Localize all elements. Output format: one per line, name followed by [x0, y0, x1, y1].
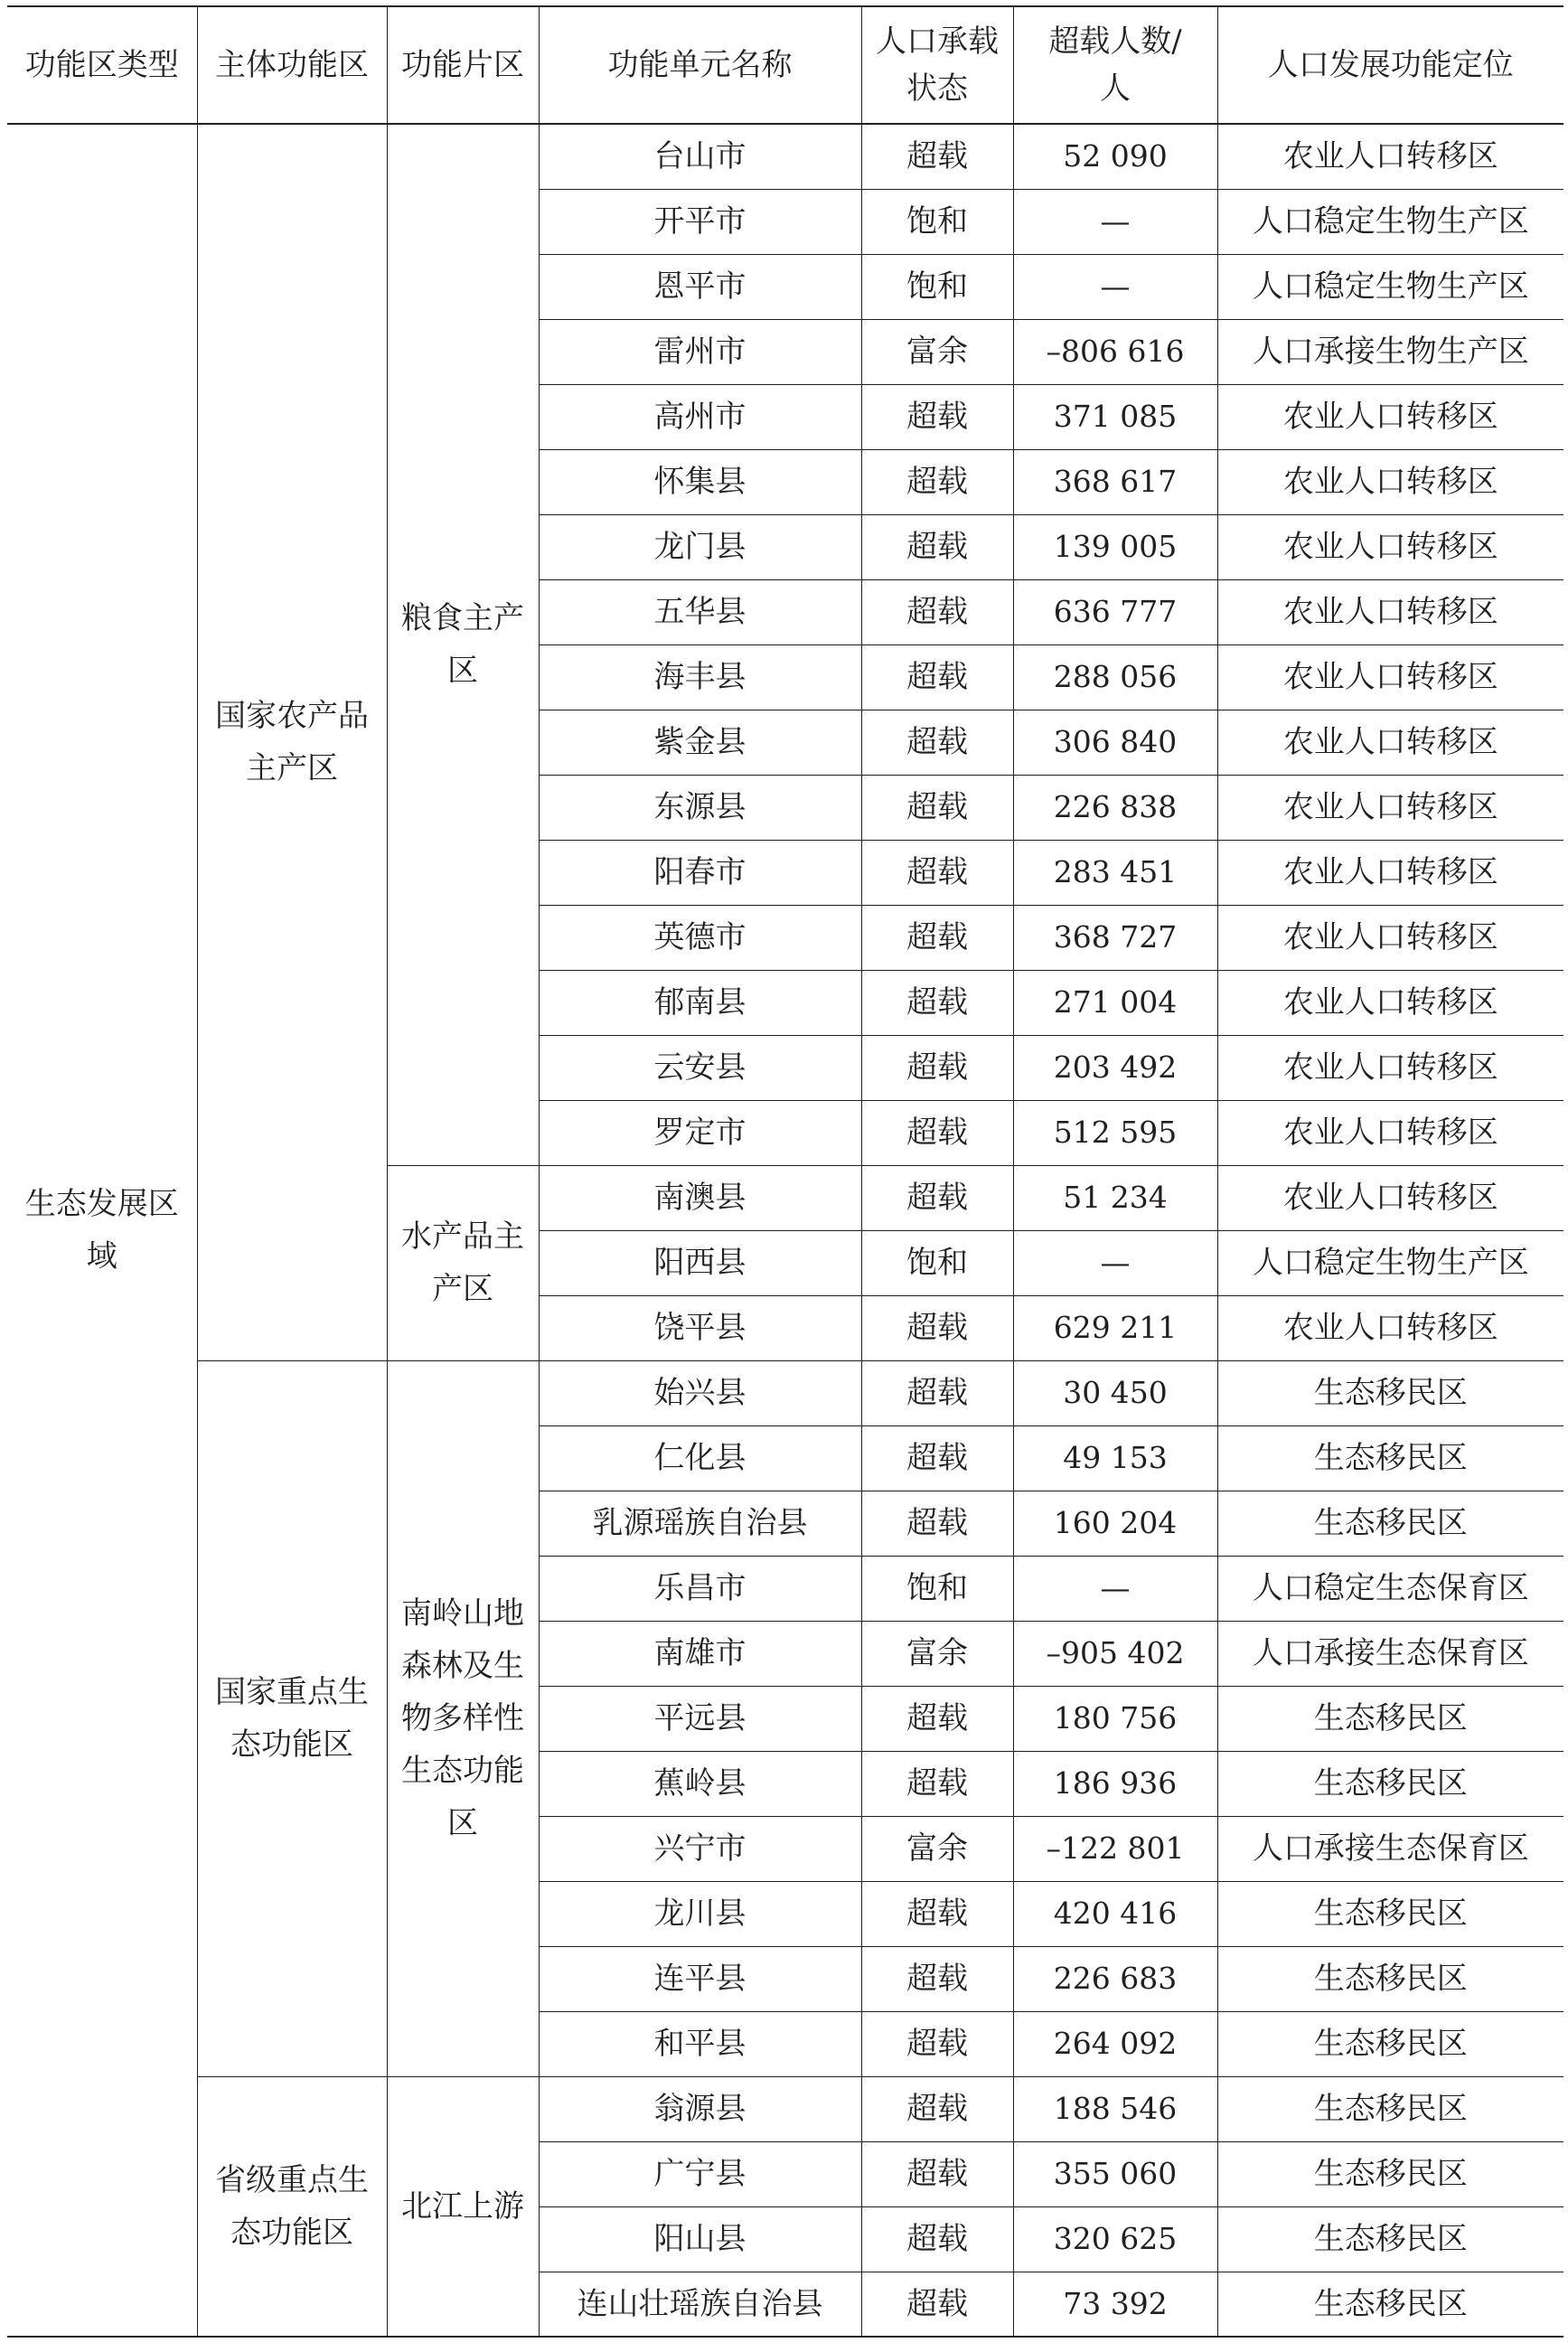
header-carrying-status-line2: 状态	[906, 71, 968, 107]
unit-name-cell: 高州市	[539, 384, 861, 449]
overload-count-cell: 283 451	[1013, 840, 1217, 905]
overload-count-cell: 73 392	[1013, 2272, 1217, 2337]
main-zone-eco-province-cell: 省级重点生态功能区	[197, 2076, 387, 2337]
development-role-cell: 人口稳定生物生产区	[1217, 1230, 1563, 1295]
development-role-cell: 生态移民区	[1217, 1686, 1563, 1751]
carrying-status-cell: 超载	[861, 514, 1013, 579]
unit-name-cell: 南澳县	[539, 1165, 861, 1230]
header-row	[7, 6, 1563, 124]
development-role-cell: 农业人口转移区	[1217, 970, 1563, 1035]
overload-count-cell: 355 060	[1013, 2141, 1217, 2206]
unit-name-cell: 郁南县	[539, 970, 861, 1035]
carrying-status-cell: 超载	[861, 644, 1013, 710]
unit-name-cell: 兴宁市	[539, 1816, 861, 1881]
unit-name-cell: 连山壮瑶族自治县	[539, 2272, 861, 2337]
development-role-cell: 人口承接生态保育区	[1217, 1816, 1563, 1881]
table-body	[7, 124, 1563, 2337]
unit-name-cell: 台山市	[539, 124, 861, 189]
unit-name-cell: 广宁县	[539, 2141, 861, 2206]
header-overload-count	[1013, 6, 1217, 124]
overload-count-cell: 368 727	[1013, 905, 1217, 970]
unit-name-cell: 南雄市	[539, 1621, 861, 1686]
carrying-status-cell: 超载	[861, 449, 1013, 514]
development-role-cell: 农业人口转移区	[1217, 1165, 1563, 1230]
overload-count-cell: 188 546	[1013, 2076, 1217, 2141]
unit-name-cell: 连平县	[539, 1946, 861, 2011]
development-role-cell: 人口承接生态保育区	[1217, 1621, 1563, 1686]
unit-name-cell: 和平县	[539, 2011, 861, 2076]
unit-name-cell: 海丰县	[539, 644, 861, 710]
unit-name-cell: 龙川县	[539, 1881, 861, 1946]
carrying-status-cell: 富余	[861, 1816, 1013, 1881]
unit-name-cell: 怀集县	[539, 449, 861, 514]
development-role-cell: 农业人口转移区	[1217, 1035, 1563, 1100]
overload-count-cell: 203 492	[1013, 1035, 1217, 1100]
header-carrying-status	[861, 6, 1013, 124]
carrying-status-cell: 超载	[861, 1491, 1013, 1556]
development-role-cell: 生态移民区	[1217, 2141, 1563, 2206]
development-role-cell: 农业人口转移区	[1217, 449, 1563, 514]
development-role-cell: 生态移民区	[1217, 1491, 1563, 1556]
development-role-cell: 生态移民区	[1217, 2076, 1563, 2141]
carrying-status-cell: 饱和	[861, 1230, 1013, 1295]
unit-name-cell: 翁源县	[539, 2076, 861, 2141]
development-role-cell: 人口稳定生物生产区	[1217, 254, 1563, 319]
header-carrying-status-line1: 人口承载	[876, 24, 999, 60]
overload-count-cell: 368 617	[1013, 449, 1217, 514]
overload-count-cell: –806 616	[1013, 319, 1217, 384]
overload-count-cell: –122 801	[1013, 1816, 1217, 1881]
carrying-status-cell: 饱和	[861, 254, 1013, 319]
carrying-status-cell: 超载	[861, 840, 1013, 905]
overload-count-cell: —	[1013, 254, 1217, 319]
overload-count-cell: 139 005	[1013, 514, 1217, 579]
main-zone-agri-cell: 国家农产品主产区	[197, 124, 387, 1360]
overload-count-cell: 320 625	[1013, 2206, 1217, 2272]
overload-count-cell: 512 595	[1013, 1100, 1217, 1165]
development-role-cell: 生态移民区	[1217, 2011, 1563, 2076]
overload-count-cell: —	[1013, 1230, 1217, 1295]
carrying-status-cell: 饱和	[861, 1556, 1013, 1621]
table-row	[7, 124, 1563, 189]
development-role-cell: 生态移民区	[1217, 1360, 1563, 1425]
unit-name-cell: 始兴县	[539, 1360, 861, 1425]
development-role-cell: 农业人口转移区	[1217, 710, 1563, 775]
unit-name-cell: 乳源瑶族自治县	[539, 1491, 861, 1556]
overload-count-cell: 49 153	[1013, 1425, 1217, 1491]
unit-name-cell: 东源县	[539, 775, 861, 840]
carrying-status-cell: 超载	[861, 970, 1013, 1035]
overload-count-cell: 306 840	[1013, 710, 1217, 775]
unit-name-cell: 仁化县	[539, 1425, 861, 1491]
header-overload-count-line1: 超载人数/	[1048, 24, 1182, 60]
overload-count-cell: 52 090	[1013, 124, 1217, 189]
unit-name-cell: 阳西县	[539, 1230, 861, 1295]
development-role-cell: 人口稳定生态保育区	[1217, 1556, 1563, 1621]
overload-count-cell: 271 004	[1013, 970, 1217, 1035]
header-function-type: 功能区类型	[7, 6, 197, 124]
overload-count-cell: 636 777	[1013, 579, 1217, 644]
overload-count-cell: 180 756	[1013, 1686, 1217, 1751]
development-role-cell: 农业人口转移区	[1217, 579, 1563, 644]
carrying-status-cell: 富余	[861, 319, 1013, 384]
development-role-cell: 生态移民区	[1217, 2206, 1563, 2272]
zone-beijiang-cell: 北江上游	[387, 2076, 539, 2337]
carrying-status-cell: 超载	[861, 1425, 1013, 1491]
development-role-cell: 人口稳定生物生产区	[1217, 189, 1563, 254]
carrying-status-cell: 超载	[861, 775, 1013, 840]
development-role-cell: 农业人口转移区	[1217, 840, 1563, 905]
development-role-cell: 农业人口转移区	[1217, 514, 1563, 579]
carrying-status-cell: 超载	[861, 1100, 1013, 1165]
development-role-cell: 农业人口转移区	[1217, 775, 1563, 840]
carrying-status-cell: 超载	[861, 1881, 1013, 1946]
carrying-status-cell: 超载	[861, 1686, 1013, 1751]
development-role-cell: 生态移民区	[1217, 1881, 1563, 1946]
unit-name-cell: 恩平市	[539, 254, 861, 319]
carrying-status-cell: 超载	[861, 1295, 1013, 1360]
unit-name-cell: 乐昌市	[539, 1556, 861, 1621]
overload-count-cell: 30 450	[1013, 1360, 1217, 1425]
header-function-area: 功能片区	[387, 6, 539, 124]
unit-name-cell: 雷州市	[539, 319, 861, 384]
carrying-status-cell: 超载	[861, 2272, 1013, 2337]
carrying-status-cell: 超载	[861, 1946, 1013, 2011]
carrying-status-cell: 富余	[861, 1621, 1013, 1686]
main-zone-eco-national-cell: 国家重点生态功能区	[197, 1360, 387, 2076]
overload-count-cell: 629 211	[1013, 1295, 1217, 1360]
development-role-cell: 人口承接生物生产区	[1217, 319, 1563, 384]
overload-count-cell: 226 838	[1013, 775, 1217, 840]
unit-name-cell: 罗定市	[539, 1100, 861, 1165]
development-role-cell: 生态移民区	[1217, 1425, 1563, 1491]
carrying-status-cell: 超载	[861, 1751, 1013, 1816]
unit-name-cell: 饶平县	[539, 1295, 861, 1360]
population-function-table	[7, 5, 1563, 2338]
overload-count-cell: 226 683	[1013, 1946, 1217, 2011]
development-role-cell: 农业人口转移区	[1217, 1100, 1563, 1165]
overload-count-cell: —	[1013, 189, 1217, 254]
carrying-status-cell: 超载	[861, 2141, 1013, 2206]
carrying-status-cell: 超载	[861, 905, 1013, 970]
carrying-status-cell: 超载	[861, 1165, 1013, 1230]
overload-count-cell: 264 092	[1013, 2011, 1217, 2076]
carrying-status-cell: 超载	[861, 1360, 1013, 1425]
unit-name-cell: 龙门县	[539, 514, 861, 579]
header-main-function-zone: 主体功能区	[197, 6, 387, 124]
carrying-status-cell: 超载	[861, 2206, 1013, 2272]
carrying-status-cell: 饱和	[861, 189, 1013, 254]
carrying-status-cell: 超载	[861, 2076, 1013, 2141]
carrying-status-cell: 超载	[861, 2011, 1013, 2076]
unit-name-cell: 平远县	[539, 1686, 861, 1751]
region-type-cell: 生态发展区域	[7, 124, 197, 2337]
zone-grain-cell: 粮食主产区	[387, 124, 539, 1165]
unit-name-cell: 阳春市	[539, 840, 861, 905]
development-role-cell: 农业人口转移区	[1217, 124, 1563, 189]
overload-count-cell: 51 234	[1013, 1165, 1217, 1230]
table-row	[7, 1360, 1563, 1425]
development-role-cell: 农业人口转移区	[1217, 905, 1563, 970]
overload-count-cell: 371 085	[1013, 384, 1217, 449]
table-row	[7, 2076, 1563, 2141]
development-role-cell: 生态移民区	[1217, 1946, 1563, 2011]
development-role-cell: 农业人口转移区	[1217, 1295, 1563, 1360]
unit-name-cell: 紫金县	[539, 710, 861, 775]
unit-name-cell: 开平市	[539, 189, 861, 254]
unit-name-cell: 英德市	[539, 905, 861, 970]
header-overload-count-line2: 人	[1100, 71, 1131, 107]
zone-aquatic-cell: 水产品主产区	[387, 1165, 539, 1360]
unit-name-cell: 阳山县	[539, 2206, 861, 2272]
overload-count-cell: 288 056	[1013, 644, 1217, 710]
unit-name-cell: 五华县	[539, 579, 861, 644]
carrying-status-cell: 超载	[861, 710, 1013, 775]
development-role-cell: 生态移民区	[1217, 1751, 1563, 1816]
development-role-cell: 生态移民区	[1217, 2272, 1563, 2337]
zone-nanling-cell: 南岭山地森林及生物多样性生态功能区	[387, 1360, 539, 2076]
carrying-status-cell: 超载	[861, 384, 1013, 449]
overload-count-cell: —	[1013, 1556, 1217, 1621]
development-role-cell: 农业人口转移区	[1217, 384, 1563, 449]
unit-name-cell: 蕉岭县	[539, 1751, 861, 1816]
overload-count-cell: 420 416	[1013, 1881, 1217, 1946]
header-unit-name: 功能单元名称	[539, 6, 861, 124]
carrying-status-cell: 超载	[861, 124, 1013, 189]
carrying-status-cell: 超载	[861, 579, 1013, 644]
header-development-role: 人口发展功能定位	[1217, 6, 1563, 124]
unit-name-cell: 云安县	[539, 1035, 861, 1100]
carrying-status-cell: 超载	[861, 1035, 1013, 1100]
development-role-cell: 农业人口转移区	[1217, 644, 1563, 710]
overload-count-cell: 186 936	[1013, 1751, 1217, 1816]
overload-count-cell: –905 402	[1013, 1621, 1217, 1686]
overload-count-cell: 160 204	[1013, 1491, 1217, 1556]
